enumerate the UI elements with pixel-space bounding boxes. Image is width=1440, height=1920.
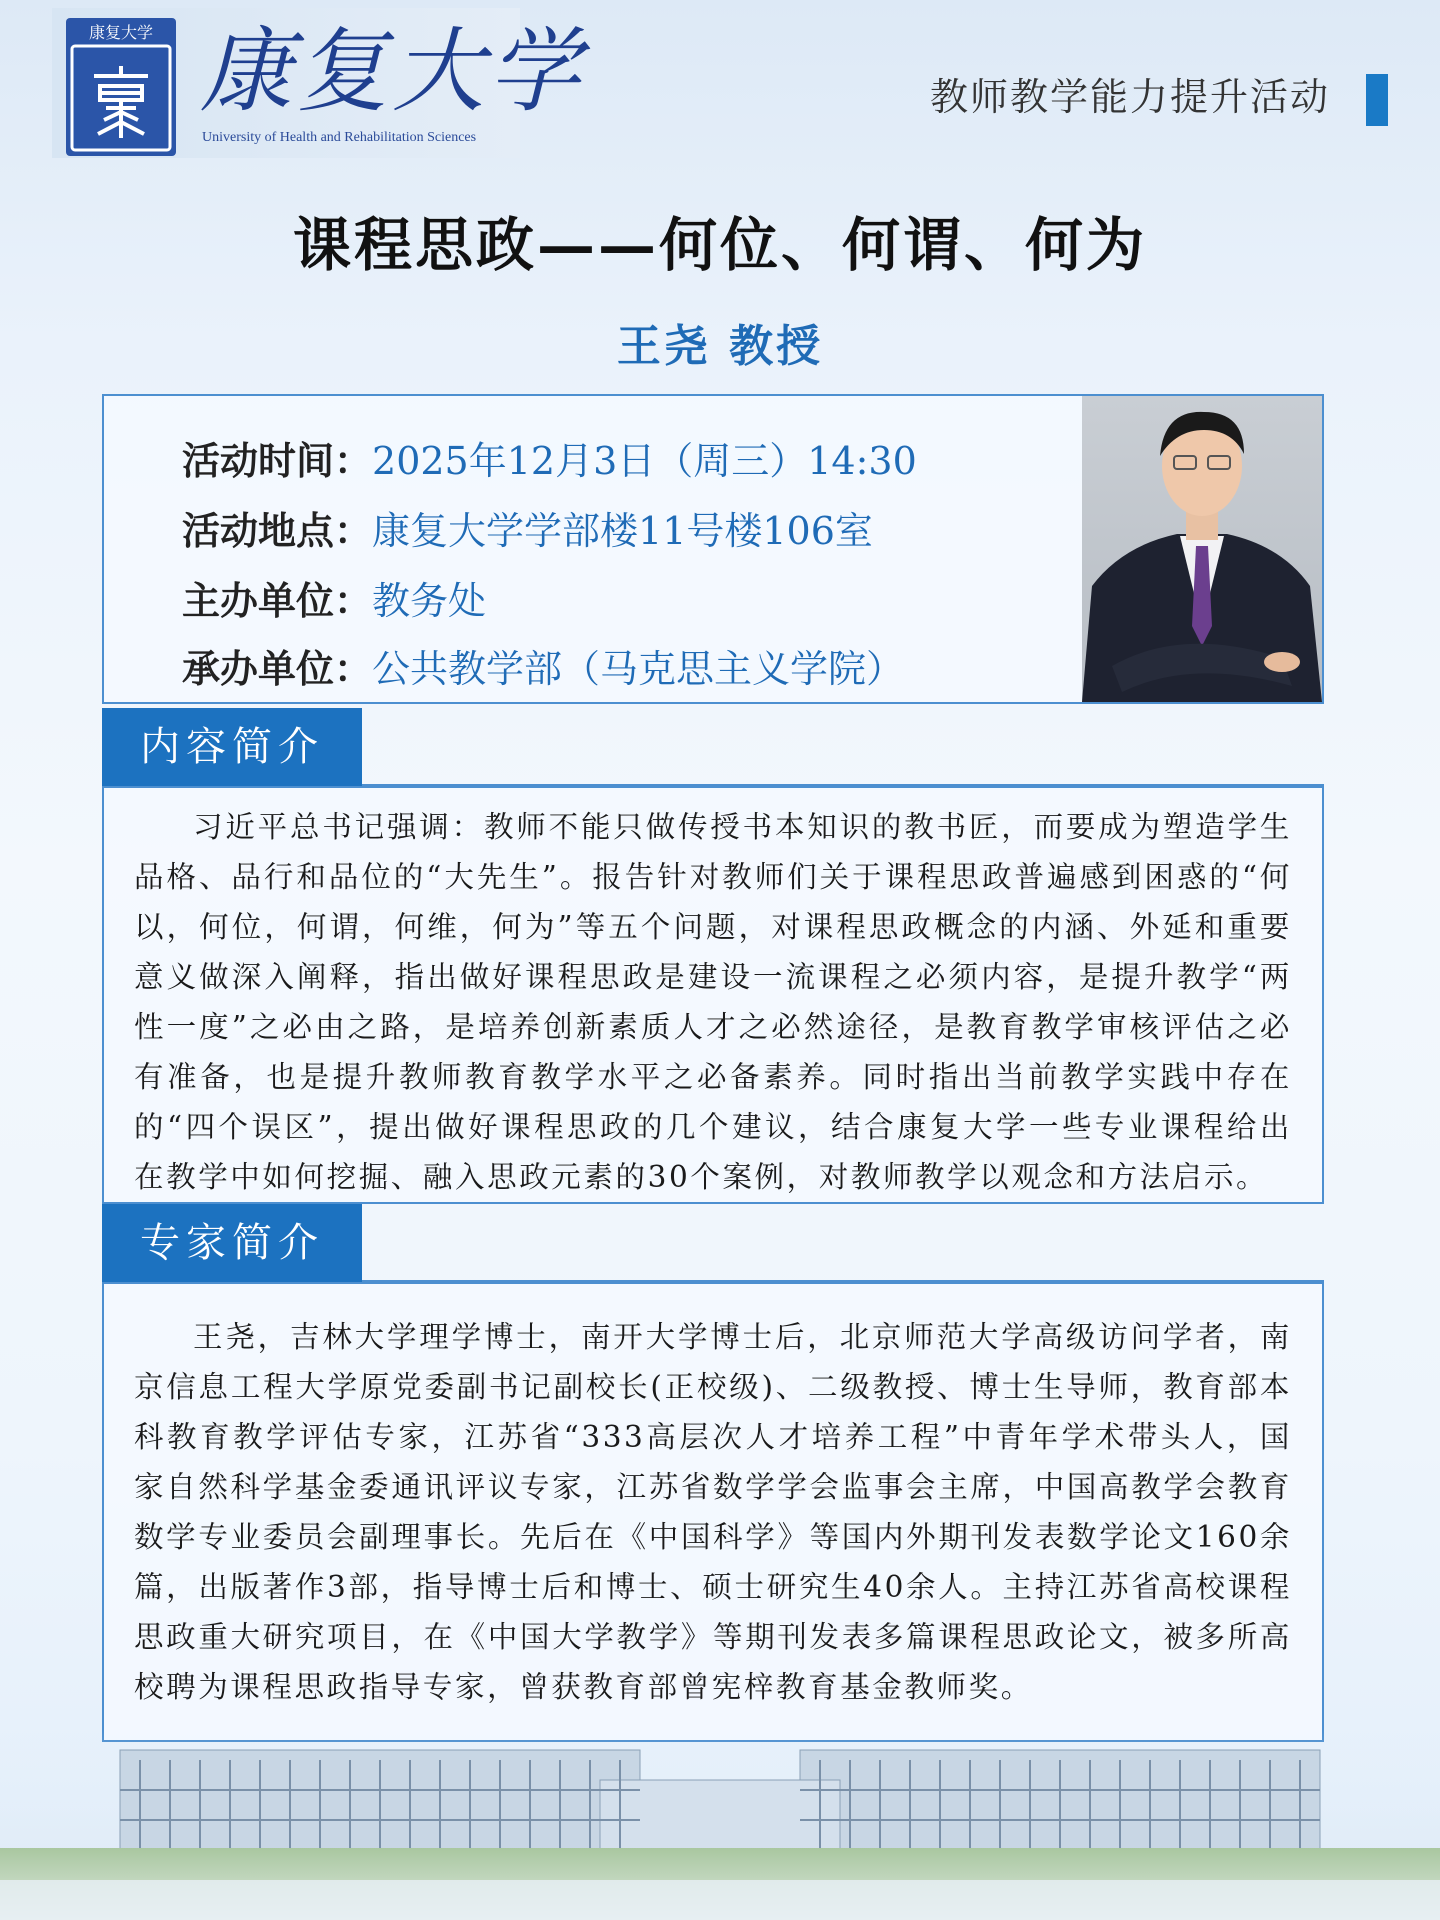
university-logo	[52, 8, 585, 158]
expert-text: 王尧，吉林大学理学博士，南开大学博士后，北京师范大学高级访问学者，南京信息工程大学原党委副书记副校长(正校级)、二级教授、博士生导师，教育部本科教育教学评估专家，江苏省“333高层次人才培养工程”中青年学术带头人，国家自然科学基金委通讯评议专家，江苏省数学学会监事会主席，中国高教学会教育数学专业委员会副理事长。先后在《中国科学》等国内外期刊发表数学论文160余篇，出版著作3部，指导博士后和博士、硕士研究生40余人。主持江苏省高校课程思政重大研究项目，在《中国大学教学》等期刊发表多篇课程思政论文，被多所高校聘为课程思政指导专家，曾获教育部曾宪梓教育基金教师奖。	[134, 1320, 1292, 1704]
info-value: 2025年12月3日（周三）14:30	[372, 439, 917, 483]
university-name: 康复大学	[200, 18, 585, 125]
info-label: 承办单位：	[182, 646, 373, 691]
info-value: 教务处	[372, 579, 487, 623]
info-value: 公共教学部（马克思主义学院）	[372, 647, 905, 691]
speaker-name: 王尧 教授	[616, 321, 824, 372]
content-section-heading: 内容简介	[102, 708, 362, 786]
expert-section-heading: 专家简介	[102, 1204, 362, 1282]
content-text: 习近平总书记强调：教师不能只做传授书本知识的教书匠，而要成为塑造学生品格、品行和品位的“大先生”。报告针对教师们关于课程思政普遍感到困惑的“何以，何位，何谓，何维，何为”等五个问题，对课程思政概念的内涵、外延和重要意义做深入阐释，指出做好课程思政是建设一流课程之必须内容，是提升教学“两性一度”之必由之路，是培养创新素质人才之必然途径，是教育教学审核评估之必有准备，也是提升教师教育教学水平之必备素养。同时指出当前教学实践中存在的“四个误区”，提出做好课程思政的几个建议，结合康复大学一些专业课程给出在教学中如何挖掘、融入思政元素的30个案例，对教师教学以观念和方法启示。	[134, 810, 1292, 1194]
info-row-coorganizer	[182, 638, 904, 693]
header-accent-bar	[1366, 74, 1388, 126]
info-row-organizer	[182, 570, 486, 625]
info-label: 活动时间：	[182, 438, 373, 483]
info-label: 活动地点：	[182, 508, 373, 553]
content-section-box	[102, 786, 1324, 1204]
info-value: 康复大学学部楼11号楼106室	[372, 509, 873, 553]
university-name-en: University of Health and Rehabilitation Sciences	[202, 130, 477, 145]
info-row-time	[182, 430, 917, 485]
speaker-photo	[1082, 396, 1322, 702]
university-seal-icon	[64, 16, 178, 158]
expert-section-box	[102, 1282, 1324, 1742]
event-title: 课程思政——何位、何谓、何为	[292, 211, 1147, 279]
activity-series: 教师教学能力提升活动	[929, 75, 1330, 119]
campus-building-illustration	[0, 1730, 1440, 1920]
info-row-location	[182, 500, 873, 555]
svg-text:康复大学: 康复大学	[88, 23, 154, 42]
speaker-portrait-icon	[1082, 396, 1322, 702]
info-label: 主办单位：	[182, 578, 373, 623]
event-info-box	[102, 394, 1324, 704]
